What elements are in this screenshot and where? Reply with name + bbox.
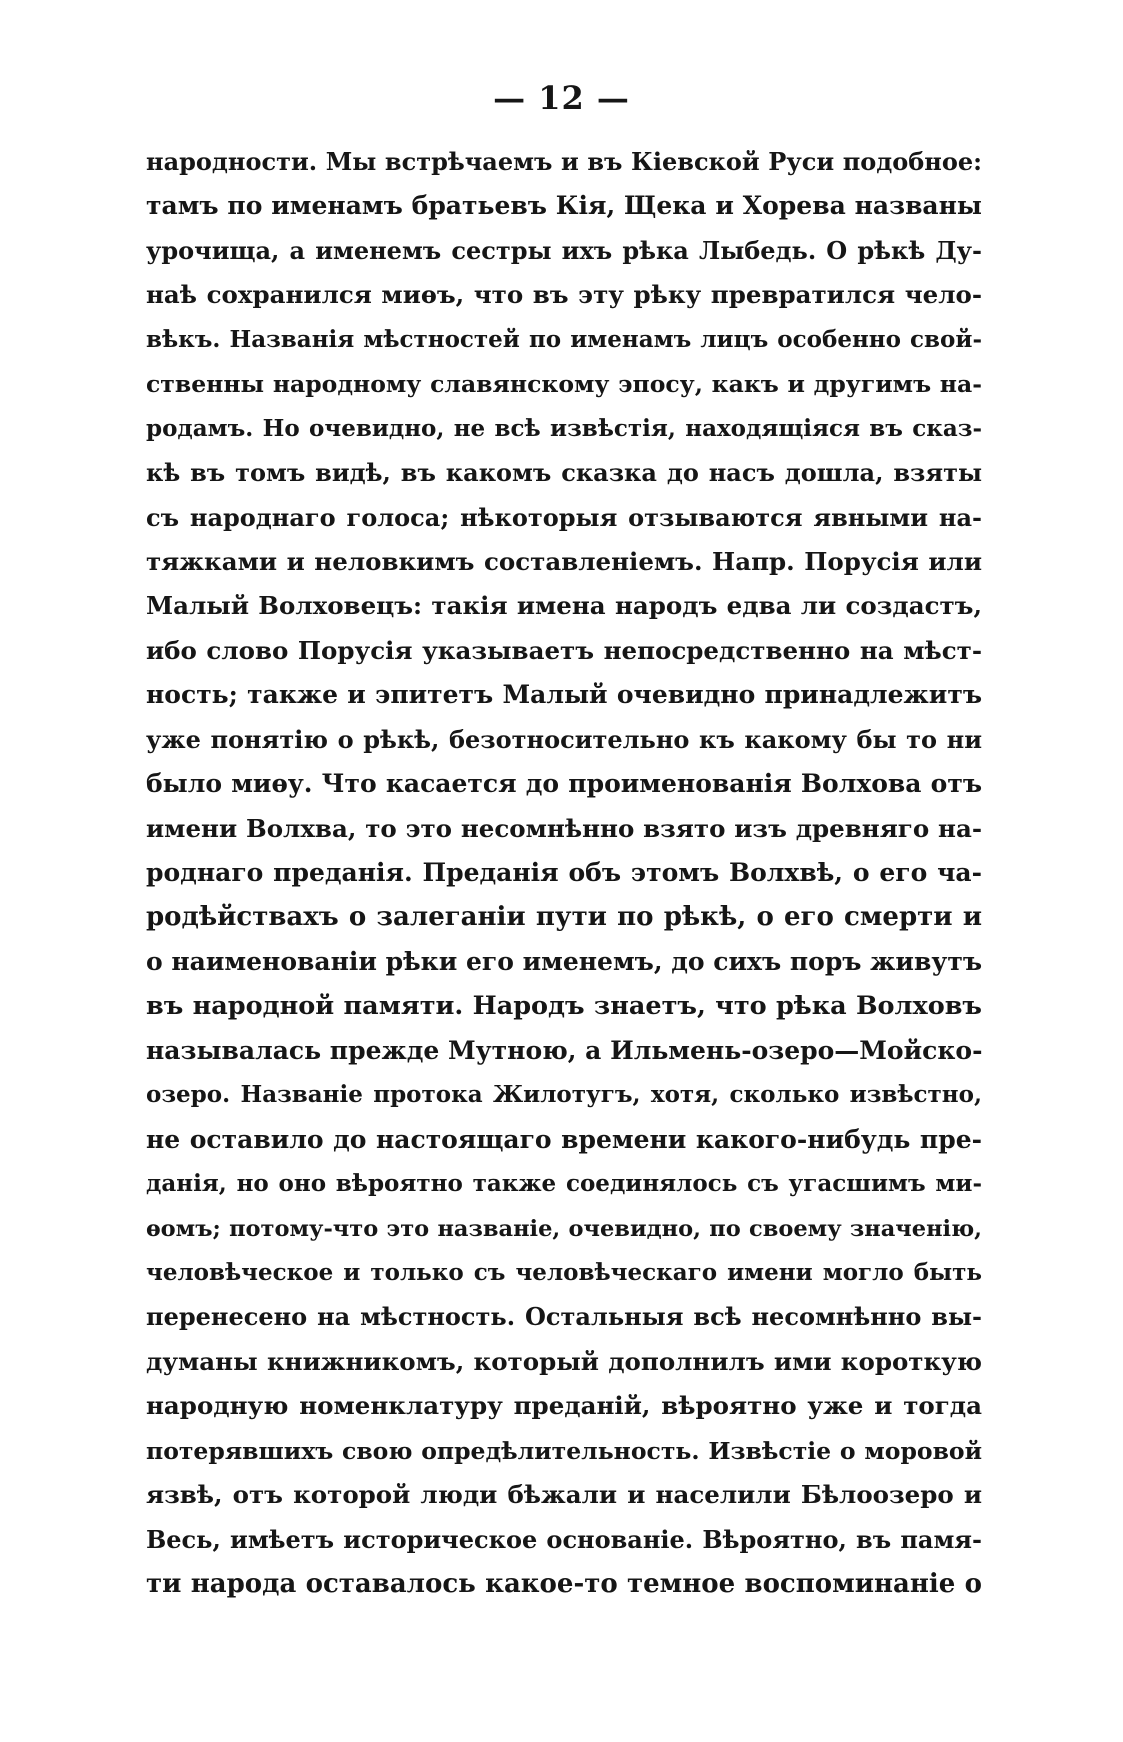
text-line: данія, но оно вѣроятно также соединялось съ угасшимъ ми-: [146, 1170, 982, 1198]
text-line: родамъ. Но очевидно, не всѣ извѣстія, находящіяся въ сказ-: [146, 414, 982, 442]
text-line: кѣ въ томъ видѣ, въ какомъ сказка до насъ дошла, взяты: [146, 458, 982, 488]
text-line: язвѣ, отъ которой люди бѣжали и населили Бѣлоозеро и: [146, 1480, 982, 1510]
page-number: — 12 —: [493, 79, 630, 117]
text-line: человѣческое и только съ человѣческаго имени могло быть: [146, 1258, 982, 1286]
text-line: родѣйствахъ о залеганіи пути по рѣкѣ, о его смерти и: [146, 902, 982, 933]
body-text: [146, 140, 982, 1606]
text-line: Весь, имѣетъ историческое основаніе. Вѣроятно, въ памя-: [146, 1524, 982, 1554]
text-line: народности. Мы встрѣчаемъ и въ Кіевской Руси подобное:: [146, 147, 982, 176]
text-line: имени Волхва, то это несомнѣнно взято изъ древняго на-: [146, 813, 982, 843]
text-line: съ народнаго голоса; нѣкоторыя отзываются явными на-: [146, 502, 982, 532]
text-line: вѣкъ. Названія мѣстностей по именамъ лицъ особенно свой-: [146, 325, 982, 353]
text-line: наѣ сохранился миѳъ, что въ эту рѣку превратился чело-: [146, 280, 982, 310]
text-line: думаны книжникомъ, который дополнилъ ими короткую: [146, 1346, 982, 1376]
text-line: тяжками и неловкимъ составленіемъ. Напр. Порусія или: [146, 546, 982, 576]
text-line: о наименованіи рѣки его именемъ, до сихъ поръ живутъ: [146, 946, 982, 976]
text-line: ность; также и эпитетъ Малый очевидно принадлежитъ: [146, 680, 982, 710]
text-line: не оставило до настоящаго времени какого-нибудь пре-: [146, 1124, 982, 1154]
text-line: въ народной памяти. Народъ знаетъ, что рѣка Волховъ: [146, 991, 982, 1022]
text-line: народную номенклатуру преданій, вѣроятно уже и тогда: [146, 1391, 982, 1421]
text-line: тамъ по именамъ братьевъ Кія, Щека и Хорева названы: [146, 191, 982, 221]
text-line: роднаго преданія. Преданія объ этомъ Волхвѣ, о его ча-: [146, 858, 982, 887]
text-line: уже понятію о рѣкѣ, безотносительно къ какому бы то ни: [146, 724, 982, 754]
text-line: урочища, а именемъ сестры ихъ рѣка Лыбедь. О рѣкѣ Ду-: [146, 235, 982, 265]
text-line: озеро. Названіе протока Жилотугъ, хотя, сколько извѣстно,: [146, 1081, 982, 1109]
text-line: Малый Волховецъ: такія имена народъ едва ли создастъ,: [146, 591, 982, 621]
text-line: ѳомъ; потому-что это названіе, очевидно, по своему значенію,: [146, 1215, 982, 1242]
text-line: было миѳу. Что касается до проименованія Волхова отъ: [146, 769, 982, 799]
text-line: перенесено на мѣстность. Остальныя всѣ несомнѣнно вы-: [146, 1302, 982, 1332]
text-line: потерявшихъ свою опредѣлительность. Извѣстіе о моровой: [146, 1436, 982, 1465]
text-line: ственны народному славянскому эпосу, какъ и другимъ на-: [146, 370, 982, 399]
text-line: называлась прежде Мутною, а Ильмень-озеро—Мойско-: [146, 1035, 982, 1065]
text-line: ибо слово Порусія указываетъ непосредственно на мѣст-: [146, 635, 982, 665]
text-line: ти народа оставалось какое-то темное воспоминаніе о: [146, 1569, 982, 1599]
